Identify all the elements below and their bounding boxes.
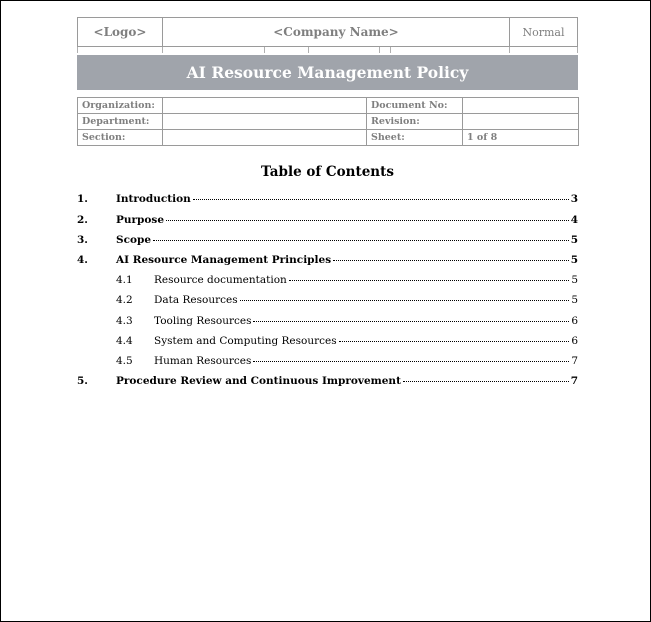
toc-entry[interactable] bbox=[77, 234, 578, 250]
toc-entry-page: 3 bbox=[570, 193, 578, 205]
toc-entry-number: 3. bbox=[77, 234, 88, 246]
toc-leader-dots bbox=[333, 260, 569, 261]
toc-entry-page: 7 bbox=[571, 355, 578, 367]
toc-entry-page: 4 bbox=[570, 214, 578, 226]
document-title: AI Resource Management Policy bbox=[77, 55, 578, 90]
toc-subentry[interactable] bbox=[77, 355, 578, 371]
toc-entry-page: 5 bbox=[571, 274, 578, 286]
toc-entry[interactable] bbox=[77, 193, 578, 209]
toc-entry-page: 5 bbox=[570, 254, 578, 266]
toc-leader-dots bbox=[403, 381, 569, 382]
toc-leader-dots bbox=[253, 361, 569, 362]
toc-subentry[interactable] bbox=[77, 274, 578, 290]
toc-entry-text[interactable]: Scope bbox=[116, 234, 152, 246]
toc-heading: Table of Contents bbox=[261, 164, 394, 180]
style-label: Normal bbox=[522, 25, 565, 39]
toc-entry-text[interactable]: AI Resource Management Principles bbox=[116, 254, 332, 266]
toc-subentry[interactable] bbox=[77, 335, 578, 351]
header-table bbox=[77, 17, 578, 47]
toc-entry-number: 4.3 bbox=[116, 315, 133, 327]
toc-entry-text[interactable]: Tooling Resources bbox=[154, 315, 252, 327]
toc-entry-text[interactable]: Procedure Review and Continuous Improvement bbox=[116, 375, 401, 387]
toc-leader-dots bbox=[193, 199, 569, 200]
toc-entry-text[interactable]: Human Resources bbox=[154, 355, 252, 367]
toc-entry-text[interactable]: System and Computing Resources bbox=[154, 335, 337, 347]
toc-leader-dots bbox=[253, 321, 569, 322]
toc-entry-page: 7 bbox=[570, 375, 578, 387]
document-info-table bbox=[77, 97, 579, 146]
organization-value bbox=[163, 98, 367, 114]
revision-value bbox=[463, 114, 579, 130]
toc-entry-number: 4.5 bbox=[116, 355, 133, 367]
department-label: Department: bbox=[78, 114, 163, 130]
toc-entry-number: 4.4 bbox=[116, 335, 133, 347]
info-row bbox=[78, 98, 579, 114]
info-row bbox=[78, 114, 579, 130]
toc-leader-dots bbox=[289, 280, 570, 281]
toc-entry-page: 5 bbox=[571, 294, 578, 306]
toc-entry-number: 4.2 bbox=[116, 294, 133, 306]
document-no-label: Document No: bbox=[367, 98, 463, 114]
toc-entry-number: 4. bbox=[77, 254, 88, 266]
toc-entry-text[interactable]: Resource documentation bbox=[154, 274, 287, 286]
department-value bbox=[163, 114, 367, 130]
toc-entry-page: 5 bbox=[570, 234, 578, 246]
organization-label: Organization: bbox=[78, 98, 163, 114]
toc-leader-dots bbox=[339, 341, 570, 342]
info-row bbox=[78, 130, 579, 146]
toc-entry-number: 4.1 bbox=[116, 274, 133, 286]
toc-entry-number: 1. bbox=[77, 193, 88, 205]
toc-leader-dots bbox=[153, 240, 569, 241]
revision-label: Revision: bbox=[367, 114, 463, 130]
document-no-value bbox=[463, 98, 579, 114]
toc-entry[interactable] bbox=[77, 375, 578, 391]
toc-entry[interactable] bbox=[77, 254, 578, 270]
toc-entry-page: 6 bbox=[571, 335, 578, 347]
header-divider-marks bbox=[77, 47, 578, 53]
toc-leader-dots bbox=[166, 220, 569, 221]
toc-entry-number: 2. bbox=[77, 214, 88, 226]
toc-entry[interactable] bbox=[77, 214, 578, 230]
toc-leader-dots bbox=[240, 300, 570, 301]
toc-subentry[interactable] bbox=[77, 294, 578, 310]
company-name: <Company Name> bbox=[163, 18, 510, 46]
section-label: Section: bbox=[78, 130, 163, 146]
toc-entry-number: 5. bbox=[77, 375, 88, 387]
toc-entry-text[interactable]: Data Resources bbox=[154, 294, 238, 306]
toc-entry-text[interactable]: Introduction bbox=[116, 193, 191, 205]
toc-entry-text[interactable]: Purpose bbox=[116, 214, 164, 226]
sheet-value: 1 of 8 bbox=[463, 130, 579, 146]
sheet-label: Sheet: bbox=[367, 130, 463, 146]
toc-entry-page: 6 bbox=[571, 315, 578, 327]
section-value bbox=[163, 130, 367, 146]
toc-subentry[interactable] bbox=[77, 315, 578, 331]
logo-placeholder: <Logo> bbox=[78, 18, 163, 46]
